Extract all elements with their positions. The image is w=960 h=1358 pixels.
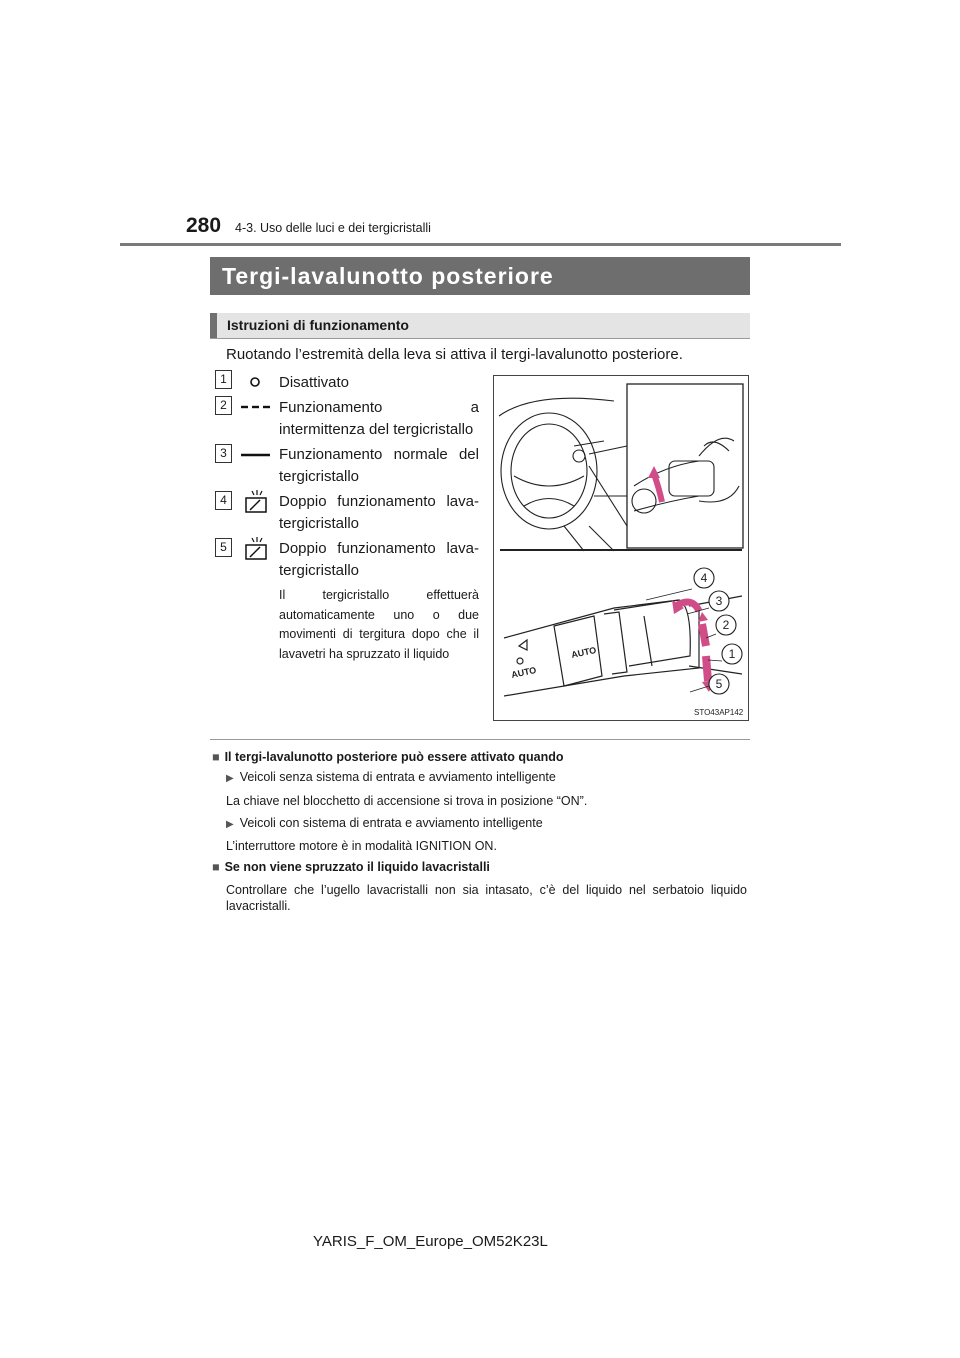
- item-text: Funzionamento normale del tergicristallo: [279, 446, 479, 485]
- item-note: Il tergicristallo effettuerà automaticamente uno o due movimenti di tergitura dopo che il lavavetri ha spruzzato il liquido: [279, 588, 479, 661]
- callout-number: 2: [722, 618, 730, 632]
- item-number: 1: [215, 370, 232, 389]
- callout-number: 3: [715, 594, 723, 608]
- item-number: 4: [215, 491, 232, 510]
- info-text: Controllare che l’ugello lavacristalli non sia intasato, c’è del liquido nel serbatoio liquido lavacristalli.: [226, 883, 747, 913]
- intermittent-dashes-icon: [240, 401, 272, 413]
- item-text: Doppio funzionamento lava-tergicristallo: [279, 540, 479, 579]
- info-divider: [210, 739, 750, 740]
- triangle-bullet-icon: ▶: [226, 819, 234, 830]
- rear-washer-icon: [240, 536, 272, 562]
- lever-diagram: [494, 376, 748, 720]
- rear-washer-icon: [240, 489, 272, 515]
- wiper-lever-illustration: [493, 375, 749, 721]
- callout-number: 1: [728, 647, 736, 661]
- item-number: 5: [215, 538, 232, 557]
- info-heading-text: Il tergi-lavalunotto posteriore può essere attivato quando: [224, 750, 564, 764]
- info-bullet-text: Veicoli con sistema di entrata e avviamento intelligente: [239, 816, 543, 830]
- footer-code: YARIS_F_OM_Europe_OM52K23L: [313, 1233, 548, 1250]
- info-heading: [212, 750, 564, 764]
- normal-line-icon: [240, 449, 272, 461]
- info-heading: [212, 860, 490, 874]
- lever-label: AUTO: [510, 664, 538, 680]
- page-number: 280: [186, 214, 222, 237]
- item-text: Disattivato: [279, 374, 350, 391]
- item-number: 2: [215, 396, 232, 415]
- lever-label: AUTO: [570, 644, 598, 660]
- item-text: Funzionamento a intermittenza del tergicristallo: [279, 399, 479, 438]
- item-number: 3: [215, 444, 232, 463]
- triangle-bullet-icon: ▶: [226, 773, 234, 784]
- callout-number: 5: [715, 677, 723, 691]
- page-title: Tergi-lavalunotto posteriore: [210, 257, 750, 295]
- info-text: L’interruttore motore è in modalità IGNITION ON.: [226, 839, 497, 853]
- header-divider: [120, 243, 841, 246]
- square-bullet-icon: ■: [212, 860, 220, 874]
- subsection-title: Istruzioni di funzionamento: [210, 313, 750, 338]
- info-bullet: [226, 770, 556, 784]
- item-text: Doppio funzionamento lava-tergicristallo: [279, 493, 479, 532]
- info-text: La chiave nel blocchetto di accensione si trova in posizione “ON”.: [226, 794, 588, 808]
- info-bullet: [226, 816, 543, 830]
- section-reference: 4-3. Uso delle luci e dei tergicristalli: [235, 221, 431, 235]
- square-bullet-icon: ■: [212, 750, 220, 764]
- illustration-code: STO43AP142: [694, 708, 744, 717]
- intro-text: Ruotando l’estremità della leva si attiva il tergi-lavalunotto posteriore.: [226, 346, 683, 363]
- subsection-divider: [210, 338, 750, 339]
- callout-number: 4: [700, 571, 708, 585]
- off-circle-icon: [240, 375, 270, 389]
- info-bullet-text: Veicoli senza sistema di entrata e avviamento intelligente: [239, 770, 556, 784]
- info-heading-text: Se non viene spruzzato il liquido lavacristalli: [224, 860, 490, 874]
